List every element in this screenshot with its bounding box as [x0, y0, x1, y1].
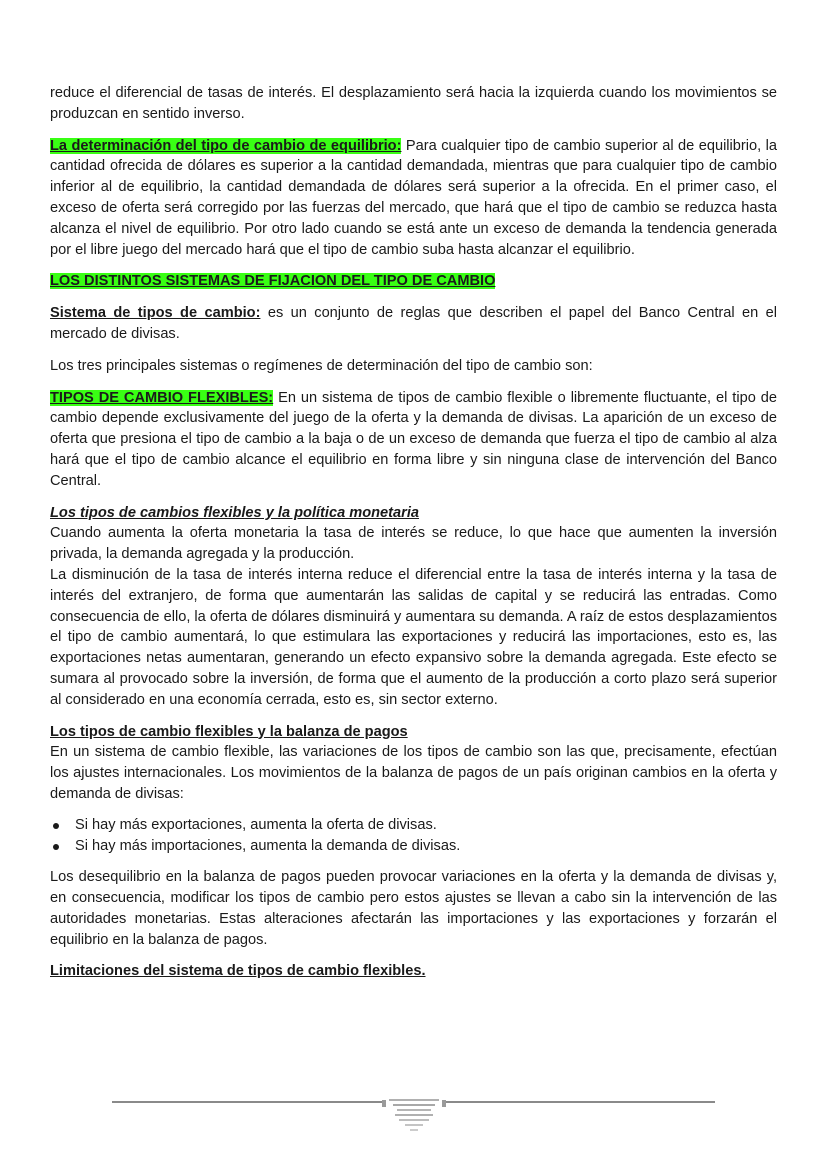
paragraph-equilibrio	[50, 136, 777, 261]
bullet-list	[50, 815, 777, 857]
paragraph-equilibrio-body: Para cualquier tipo de cambio superior al de equilibrio, la cantidad ofrecida de dólares es superior a la cantidad demandada, mientras que para cualquier tipo de cambio inferior al de equilibrio, la cantidad demandada de dólares será superior a la ofrecida. En el primer caso, el exceso de oferta será corregido por las fuerzas del mercado, que hará que el tipo de cambio se reduzca hasta alcanza el nivel de equilibrio. Por otro lado cuando se está ante un exceso de demanda la tendencia generada por el libre juego del mercado hará que el tipo de cambio suba hasta alcanzar el equilibrio.	[50, 137, 777, 258]
document-page	[50, 83, 777, 982]
subheading-politica-monetaria: Los tipos de cambios flexibles y la política monetaria	[50, 504, 420, 521]
footer-rule-right	[445, 1101, 715, 1103]
paragraph-flexibles	[50, 388, 777, 492]
heading-flexibles: TIPOS DE CAMBIO FLEXIBLES:	[50, 389, 274, 406]
paragraph-cambio-flexible: En un sistema de cambio flexible, las variaciones de los tipos de cambio son las que, precisamente, efectúan los ajustes internacionales. Los movimientos de la balanza de pagos de un país originan cambios en la oferta y demanda de divisas:	[50, 744, 777, 802]
list-item: Si hay más importaciones, aumenta la demanda de divisas.	[50, 836, 777, 857]
paragraph-oferta-monetaria: Cuando aumenta la oferta monetaria la tasa de interés se reduce, lo que hace que aumenten la inversión privada, la demanda agregada y la producción.	[50, 525, 777, 563]
paragraph-sistema	[50, 303, 777, 345]
heading-sistema: Sistema de tipos de cambio:	[50, 305, 261, 322]
footer-rule-left	[112, 1101, 383, 1103]
section-title: LOS DISTINTOS SISTEMAS DE FIJACION DEL TIPO DE CAMBIO	[50, 273, 496, 290]
section-title-wrapper	[50, 271, 777, 292]
paragraph-intro: reduce el diferencial de tasas de interés. El desplazamiento será hacia la izquierda cuando los movimientos se produzcan en sentido inverso.	[50, 85, 777, 122]
paragraph-flexibles-body: En un sistema de tipos de cambio flexible o libremente fluctuante, el tipo de cambio depende exclusivamente del juego de la oferta y la demanda de divisas. La aparición de un exceso de oferta que presiona el tipo de cambio a la baja o de un exceso de demanda que fuerza el tipo de cambio al alza hará que el tipo de cambio alcance el equilibrio en forma libre y sin ninguna clase de intervención del Banco Central.	[50, 389, 778, 489]
subheading-limitaciones: Limitaciones del sistema de tipos de cambio flexibles.	[50, 963, 426, 980]
paragraph-regimenes: Los tres principales sistemas o regímenes de determinación del tipo de cambio son:	[50, 357, 593, 374]
list-item: Si hay más exportaciones, aumenta la oferta de divisas.	[50, 815, 777, 836]
footer-logo-icon	[381, 1096, 447, 1134]
paragraph-sistema-body: es un conjunto de reglas que describen el papel del Banco Central en el mercado de divisas.	[50, 305, 777, 342]
subheading-balanza-pagos: Los tipos de cambio flexibles y la balanza de pagos	[50, 723, 408, 740]
paragraph-tasa-interna: La disminución de la tasa de interés interna reduce el diferencial entre la tasa de interés interna y la tasa de interés del extranjero, de forma que aumentarán las salidas de capital y se reducirá las entradas. Como consecuencia de ello, la oferta de dólares disminuirá y aumentara su demanda. A raíz de estos desplazamientos el tipo de cambio aumentará, lo que estimulara las exportaciones y reducirá las importaciones, esto es, las exportaciones netas aumentaran, generando un efecto expansivo sobre la demanda agregada. Este efecto se sumara al provocado sobre la inversión, de forma que el aumento de la producción a corto plazo será superior al considerado en una economía cerrada, esto es, sin sector externo.	[50, 566, 777, 708]
heading-equilibrio: La determinación del tipo de cambio de equilibrio:	[50, 137, 402, 154]
paragraph-desequilibrio: Los desequilibrio en la balanza de pagos pueden provocar variaciones en la oferta y la demanda de divisas y, en consecuencia, modificar los tipos de cambio pero estos ajustes se llevan a cabo sin la intervención de las autoridades monetarias. Estas alteraciones afectarán las importaciones y las exportaciones y forzarán el equilibrio en la balanza de pagos.	[50, 869, 777, 948]
